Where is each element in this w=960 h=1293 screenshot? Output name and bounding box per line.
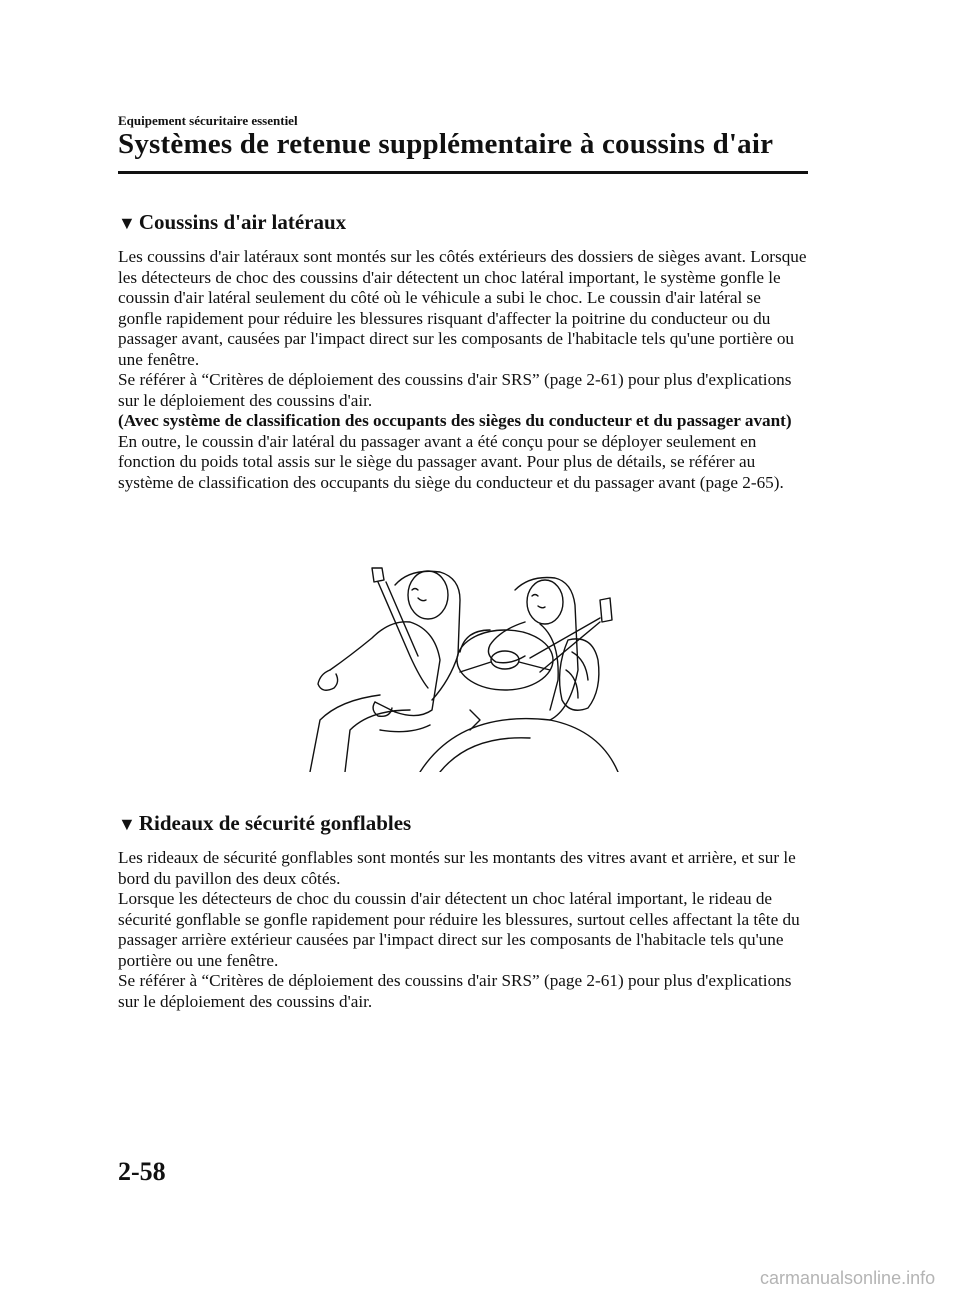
paragraph-bold-note: (Avec système de classification des occupants des sièges du conducteur et du passager avant): [118, 411, 792, 430]
side-airbags-body: [118, 247, 808, 493]
paragraph: En outre, le coussin d'air latéral du passager avant a été conçu pour se déployer seulement en fonction du poids total assis sur le siège du passager avant. Pour plus de détails, se référer au système de classification des occupants du siège du conducteur et du passager avant (page 2-65).: [118, 431, 784, 492]
steering-wheel: [457, 630, 553, 690]
side-airbag-illustration: [300, 560, 620, 772]
paragraph: Se référer à “Critères de déploiement des coussins d'air SRS” (page 2-61) pour plus d'explications sur le déploiement des coussins d'air.: [118, 971, 792, 1011]
chapter-title: Systèmes de retenue supplémentaire à coussins d'air: [118, 128, 774, 160]
side-airbags-heading: [118, 210, 346, 235]
triangle-bullet-icon: ▼: [118, 213, 136, 233]
paragraph: Les rideaux de sécurité gonflables sont montés sur les montants des vitres avant et arrière, et sur le bord du pavillon des deux côtés.: [118, 848, 796, 888]
side-airbags-heading-text: Coussins d'air latéraux: [138, 210, 347, 234]
title-rule: [118, 171, 808, 174]
curtain-airbags-body: [118, 848, 808, 1012]
curtain-airbags-heading: [118, 811, 411, 836]
left-seat-belt: [372, 568, 428, 688]
right-occupant-head: [527, 580, 563, 624]
door-line: [420, 719, 618, 772]
curtain-airbags-heading-text: Rideaux de sécurité gonflables: [138, 811, 412, 835]
page-number: 2-58: [118, 1157, 166, 1186]
left-seat-back: [395, 571, 460, 700]
triangle-bullet-icon: ▼: [118, 814, 136, 834]
paragraph: Se référer à “Critères de déploiement des coussins d'air SRS” (page 2-61) pour plus d'explications sur le déploiement des coussins d'air.: [118, 370, 792, 410]
watermark: carmanualsonline.info: [760, 1268, 936, 1288]
paragraph: Les coussins d'air latéraux sont montés sur les côtés extérieurs des dossiers de sièges avant. Lorsque les détecteurs de choc des coussins d'air détectent un choc latéral important, le système gonfle le coussin d'air latéral seulement du côté où le véhicule a subi le choc. Le coussin d'air latéral se gonfle rapidement pour réduire les blessures risquant d'affecter la poitrine du conducteur ou du passager avant, causées par l'impact direct sur les composants de l'habitacle tels qu'une portière ou une fenêtre.: [118, 247, 807, 369]
paragraph: Lorsque les détecteurs de choc du coussin d'air détectent un choc latéral important, le rideau de sécurité gonflable se gonfle rapidement pour réduire les blessures, surtout celles affectant la tête du passager arrière extérieur causées par l'impact direct sur les composants de l'habitacle tels qu'une portière ou une fenêtre.: [118, 889, 800, 970]
left-occupant-head: [408, 571, 448, 619]
section-kicker: Equipement sécuritaire essentiel: [118, 113, 298, 128]
side-airbag: [560, 639, 599, 710]
